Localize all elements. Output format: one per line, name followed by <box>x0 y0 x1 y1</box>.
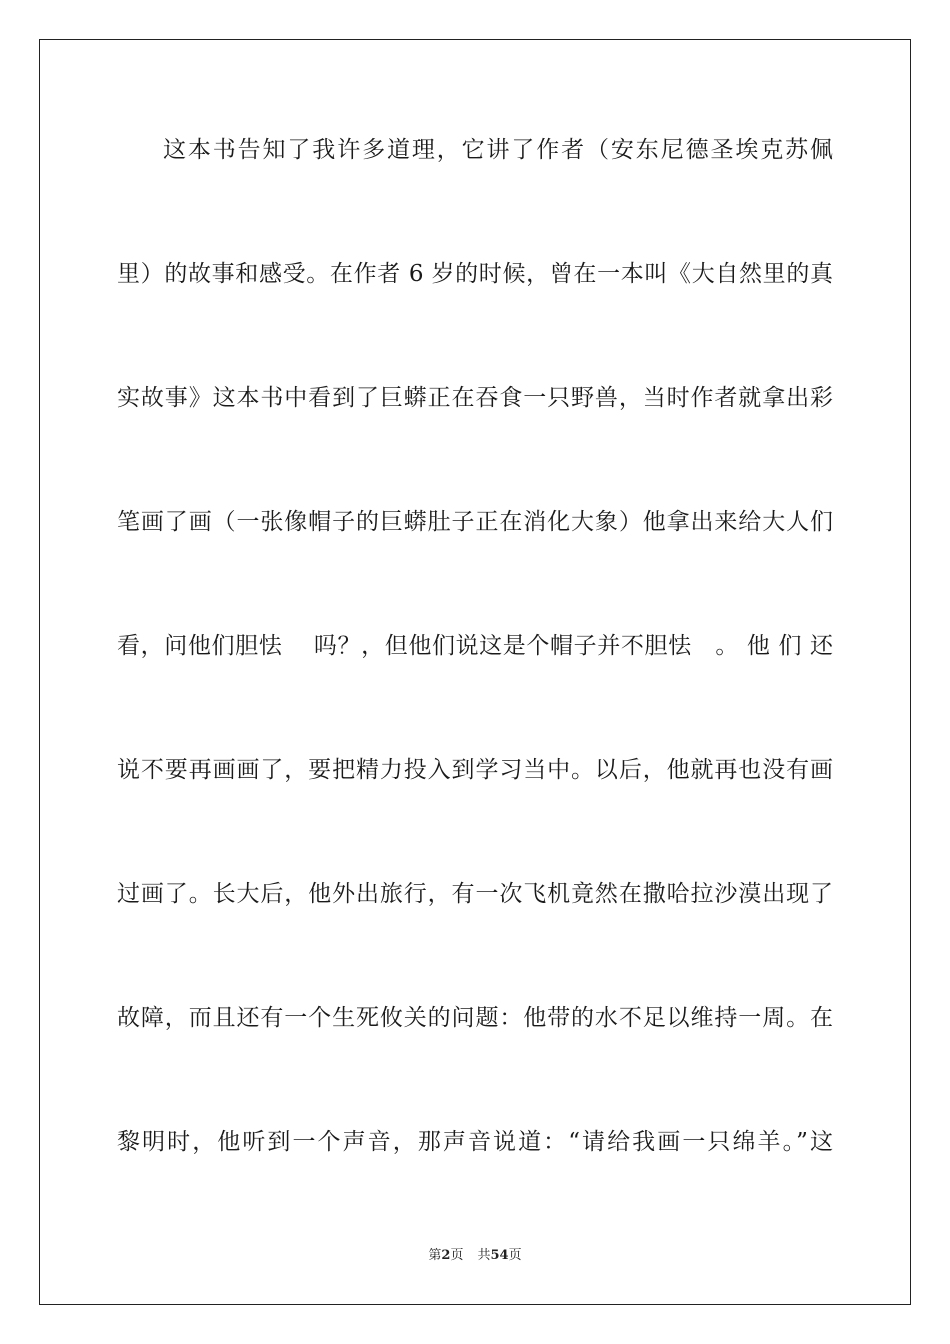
page-footer <box>0 1248 950 1264</box>
text-line-6: 说不要再画画了，要把精力投入到学习当中。以后，他就再也没有画 <box>117 757 833 783</box>
text-line-7: 过画了。长大后，他外出旅行，有一次飞机竟然在撒哈拉沙漠出现了 <box>117 881 833 907</box>
page-suffix: 页 <box>450 1248 464 1263</box>
page-prefix: 第 <box>428 1248 442 1263</box>
text-line-8: 故障，而且还有一个生死攸关的问题：他带的水不足以维持一周。在 <box>117 1005 833 1031</box>
text-line-2: 里）的故事和感受。在作者 6 岁的时候，曾在一本叫《大自然里的真 <box>117 261 833 287</box>
text-line-3: 实故事》这本书中看到了巨蟒正在吞食一只野兽，当时作者就拿出彩 <box>117 385 833 411</box>
total-suffix: 页 <box>508 1248 522 1263</box>
text-line-5: 看，问他们胆怯 吗？，但他们说这是个帽子并不胆怯 。 他 们 还 <box>117 633 833 659</box>
total-pages: 54 <box>490 1248 509 1263</box>
text-line-1: 这本书告知了我许多道理，它讲了作者（安东尼德圣埃克苏佩 <box>163 137 833 163</box>
page-frame <box>39 39 911 1305</box>
total-prefix: 共 <box>477 1248 491 1263</box>
text-line-4: 笔画了画（一张像帽子的巨蟒肚子正在消化大象）他拿出来给大人们 <box>117 509 833 535</box>
page-number: 2 <box>441 1248 451 1263</box>
text-line-9: 黎明时，他听到一个声音，那声音说道：“请给我画一只绵羊。”这 <box>117 1129 833 1155</box>
